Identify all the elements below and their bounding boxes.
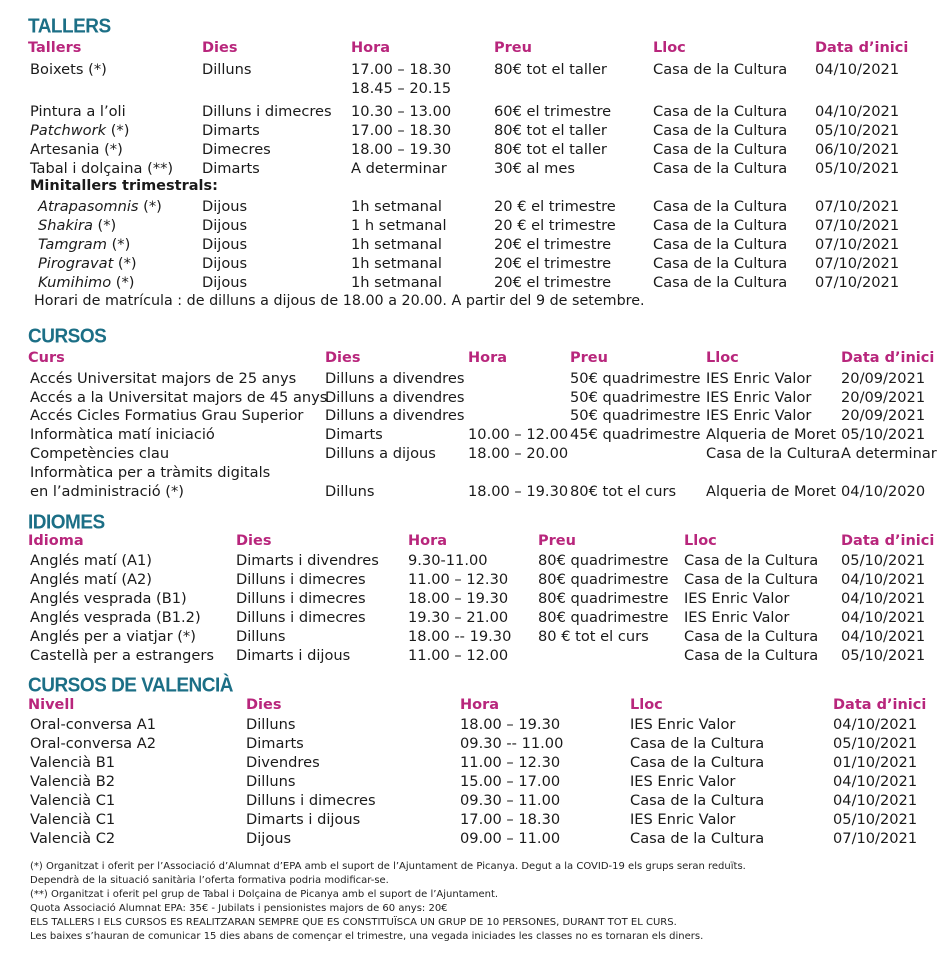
row-data: 05/10/2021 xyxy=(833,811,918,828)
row-name-italic: Kumihimo xyxy=(38,274,112,291)
row-dies: Dilluns a divendres xyxy=(325,370,465,387)
row-data: 07/10/2021 xyxy=(815,198,900,215)
row-dies: Dimarts xyxy=(325,426,383,443)
row-dies: Dijous xyxy=(202,274,248,291)
table-row xyxy=(0,102,950,121)
row-name: Valencià C2 xyxy=(30,830,116,847)
table-row xyxy=(0,463,950,500)
table-row xyxy=(0,589,950,608)
row-data: 06/10/2021 xyxy=(815,141,900,158)
row-data: 05/10/2021 xyxy=(841,647,926,664)
table-row xyxy=(0,444,950,463)
table-row xyxy=(0,121,950,140)
footnote-grup-minim: ELS TALLERS I ELS CURSOS ES REALITZARAN SEMPRE QUE ES CONSTITUÏSCA UN GRUP DE 10 PERSONES, DURANT TOT EL CURS. xyxy=(30,917,677,928)
row-name: Anglés matí (A1) xyxy=(30,552,153,569)
row-preu: 80€ tot el taller xyxy=(494,61,607,78)
row-dies: Dijous xyxy=(202,255,248,272)
row-lloc: Casa de la Cultura xyxy=(653,141,788,158)
row-lloc: Casa de la Cultura xyxy=(653,217,788,234)
table-row xyxy=(0,369,950,388)
row-lloc: Casa de la Cultura xyxy=(653,236,788,253)
row-hora: 17.00 – 18.30 xyxy=(351,122,452,139)
row-preu: 50€ quadrimestre xyxy=(570,407,701,424)
table-row xyxy=(0,60,950,97)
row-data: 04/10/2021 xyxy=(815,61,900,78)
table-row xyxy=(0,273,950,292)
row-name-suffix: (*) xyxy=(111,274,135,291)
row-data: 07/10/2021 xyxy=(815,274,900,291)
section-title-cursos: CURSOS xyxy=(28,325,107,348)
row-dies: Dimarts xyxy=(202,160,260,177)
row-name xyxy=(38,235,130,254)
table-row xyxy=(0,551,950,570)
tallers-col-header-data: Data d’inici xyxy=(815,40,909,56)
footnote-tabal-dolcaina: (**) Organitzat i oferit pel grup de Tabal i Dolçaina de Picanya amb el suport de l’Ajuntament. xyxy=(30,889,499,900)
section-title-valencia: CURSOS DE VALENCIÀ xyxy=(28,674,233,697)
row-name xyxy=(30,121,129,140)
row-name-italic: Patchwork xyxy=(30,122,107,139)
cursos-col-header-hora: Hora xyxy=(468,350,508,366)
row-name: Oral-conversa A2 xyxy=(30,735,157,752)
row-preu: 20 € el trimestre xyxy=(494,217,616,234)
table-row xyxy=(0,140,950,159)
row-preu: 80€ quadrimestre xyxy=(538,609,669,626)
row-dies: Dilluns xyxy=(246,716,296,733)
row-name xyxy=(38,273,134,292)
row-preu: 80€ tot el taller xyxy=(494,141,607,158)
valencia-col-header-data: Data d’inici xyxy=(833,697,927,713)
row-dies: Dijous xyxy=(202,236,248,253)
row-name: Castellà per a estrangers xyxy=(30,647,214,664)
table-row xyxy=(0,570,950,589)
table-row xyxy=(0,159,950,178)
cursos-col-header-data: Data d’inici xyxy=(841,350,935,366)
row-data: 04/10/2021 xyxy=(833,716,918,733)
row-dies: Dilluns a dijous xyxy=(325,445,436,462)
row-name: Valencià B2 xyxy=(30,773,116,790)
row-data: 04/10/2020 xyxy=(841,483,926,500)
row-hora: 9.30-11.00 xyxy=(408,552,488,569)
row-preu: 50€ quadrimestre xyxy=(570,370,701,387)
row-dies: Dilluns xyxy=(246,773,296,790)
row-preu: 20€ el trimestre xyxy=(494,274,612,291)
tallers-col-header-hora: Hora xyxy=(351,40,391,56)
row-name: Boixets (*) xyxy=(30,61,107,78)
row-hora: 18.00 – 19.30 xyxy=(351,141,452,158)
row-dies: Dilluns xyxy=(325,483,375,500)
row-preu: 80€ quadrimestre xyxy=(538,590,669,607)
row-data: 05/10/2021 xyxy=(841,552,926,569)
row-name: Accés a la Universitat majors de 45 anys xyxy=(30,389,328,406)
row-hora: 17.00 – 18.30 xyxy=(460,811,561,828)
row-preu: 45€ quadrimestre xyxy=(570,426,701,443)
row-name: Valencià C1 xyxy=(30,792,116,809)
row-data: A determinar xyxy=(841,445,937,462)
row-lloc: IES Enric Valor xyxy=(706,370,812,387)
idiomes-col-header-name: Idioma xyxy=(28,533,84,549)
row-dies: Dimecres xyxy=(202,141,271,158)
row-lloc: Casa de la Cultura xyxy=(653,274,788,291)
row-dies: Dilluns i dimecres xyxy=(202,103,332,120)
row-name: Competències clau xyxy=(30,445,170,462)
row-lloc: Casa de la Cultura xyxy=(653,160,788,177)
row-data: 20/09/2021 xyxy=(841,370,926,387)
row-preu: 80€ quadrimestre xyxy=(538,571,669,588)
row-preu: 80€ quadrimestre xyxy=(538,552,669,569)
row-preu: 60€ el trimestre xyxy=(494,103,612,120)
row-lloc: IES Enric Valor xyxy=(630,811,736,828)
row-hora: 1 h setmanal xyxy=(351,217,447,234)
row-hora: 10.00 – 12.00 xyxy=(468,426,569,443)
idiomes-col-header-lloc: Lloc xyxy=(684,533,717,549)
row-name: Accés Cicles Formatius Grau Superior xyxy=(30,407,304,424)
row-data: 05/10/2021 xyxy=(815,160,900,177)
minitallers-label: Minitallers trimestrals: xyxy=(30,178,218,194)
row-name xyxy=(38,197,162,216)
row-dies: Dijous xyxy=(202,198,248,215)
row-data: 05/10/2021 xyxy=(841,426,926,443)
row-dies: Dilluns i dimecres xyxy=(246,792,376,809)
row-data: 04/10/2021 xyxy=(833,792,918,809)
cursos-col-header-dies: Dies xyxy=(325,350,361,366)
row-hora: 1h setmanal xyxy=(351,236,442,253)
table-row xyxy=(0,791,950,810)
row-name: Informàtica matí iniciació xyxy=(30,426,215,443)
row-name: Anglés vesprada (B1.2) xyxy=(30,609,201,626)
row-hora: A determinar xyxy=(351,160,447,177)
row-hora: 09.30 -- 11.00 xyxy=(460,735,564,752)
table-row xyxy=(0,388,950,407)
row-name-second-line: en l’administració (*) xyxy=(30,483,184,500)
row-name-suffix: (*) xyxy=(92,217,117,234)
row-dies: Dimarts xyxy=(202,122,260,139)
row-lloc: Casa de la Cultura xyxy=(653,198,788,215)
row-dies: Dilluns xyxy=(236,628,286,645)
row-lloc: Casa de la Cultura xyxy=(653,122,788,139)
row-dies: Dilluns i dimecres xyxy=(236,609,366,626)
valencia-col-header-lloc: Lloc xyxy=(630,697,663,713)
row-lloc: Casa de la Cultura xyxy=(630,754,765,771)
row-hora: 09.30 – 11.00 xyxy=(460,792,561,809)
idiomes-col-header-hora: Hora xyxy=(408,533,448,549)
row-hora: 18.00 – 19.30 xyxy=(460,716,561,733)
row-lloc: Casa de la Cultura xyxy=(653,103,788,120)
row-lloc: Casa de la Cultura xyxy=(684,647,819,664)
table-row xyxy=(0,197,950,216)
row-lloc: Casa de la Cultura xyxy=(653,61,788,78)
row-data: 04/10/2021 xyxy=(841,628,926,645)
row-preu: 80€ tot el taller xyxy=(494,122,607,139)
table-row xyxy=(0,216,950,235)
row-data: 05/10/2021 xyxy=(815,122,900,139)
table-row xyxy=(0,254,950,273)
tallers-col-header-name: Tallers xyxy=(28,40,82,56)
row-hora: 18.00 – 19.30 xyxy=(408,590,509,607)
footnote-quota: Quota Associació Alumnat EPA: 35€ - Jubilats i pensionistes majors de 60 anys: 20€ xyxy=(30,903,448,914)
valencia-col-header-dies: Dies xyxy=(246,697,282,713)
idiomes-col-header-preu: Preu xyxy=(538,533,576,549)
table-row xyxy=(0,406,950,425)
table-row xyxy=(0,810,950,829)
tallers-col-header-preu: Preu xyxy=(494,40,532,56)
row-name: Valencià C1 xyxy=(30,811,116,828)
row-hora: 18.00 – 20.00 xyxy=(468,445,569,462)
row-lloc: IES Enric Valor xyxy=(684,609,790,626)
row-data: 07/10/2021 xyxy=(815,255,900,272)
table-row xyxy=(0,608,950,627)
row-name-suffix: (*) xyxy=(138,198,162,215)
row-name-suffix: (*) xyxy=(106,122,130,139)
row-name: Anglés matí (A2) xyxy=(30,571,153,588)
row-name xyxy=(38,216,116,235)
row-lloc: IES Enric Valor xyxy=(630,773,736,790)
row-lloc: Casa de la Cultura xyxy=(653,255,788,272)
row-dies: Dilluns a divendres xyxy=(325,407,465,424)
row-hora: 1h setmanal xyxy=(351,274,442,291)
row-hora: 09.00 – 11.00 xyxy=(460,830,561,847)
row-dies: Dimarts xyxy=(246,735,304,752)
row-hora: 10.30 – 13.00 xyxy=(351,103,452,120)
row-dies: Dimarts i divendres xyxy=(236,552,379,569)
table-row xyxy=(0,235,950,254)
row-lloc: Casa de la Cultura xyxy=(684,628,819,645)
row-preu: 80€ tot el curs xyxy=(570,483,677,500)
valencia-col-header-name: Nivell xyxy=(28,697,75,713)
row-name: Informàtica per a tràmits digitals xyxy=(30,464,271,481)
row-dies: Dimarts i dijous xyxy=(236,647,351,664)
row-hora: 19.30 – 21.00 xyxy=(408,609,509,626)
idiomes-col-header-dies: Dies xyxy=(236,533,272,549)
table-row xyxy=(0,425,950,444)
row-name-suffix: (*) xyxy=(106,236,131,253)
row-hora: 11.00 – 12.00 xyxy=(408,647,509,664)
row-dies: Dilluns i dimecres xyxy=(236,571,366,588)
row-dies: Dijous xyxy=(202,217,248,234)
row-hora: 11.00 – 12.30 xyxy=(460,754,561,771)
row-dies: Dimarts i dijous xyxy=(246,811,361,828)
row-name: Artesania (*) xyxy=(30,141,123,158)
row-name-italic: Tamgram xyxy=(38,236,107,253)
row-dies: Dilluns i dimecres xyxy=(236,590,366,607)
row-data: 07/10/2021 xyxy=(815,236,900,253)
row-data: 20/09/2021 xyxy=(841,389,926,406)
row-data: 04/10/2021 xyxy=(815,103,900,120)
row-lloc: IES Enric Valor xyxy=(706,389,812,406)
row-name: Valencià B1 xyxy=(30,754,116,771)
row-name: Pintura a l’oli xyxy=(30,103,126,120)
row-data: 04/10/2021 xyxy=(841,571,926,588)
footnote-situacio-sanitaria: Dependrà de la situació sanitària l’oferta formativa podria modificar-se. xyxy=(30,875,389,886)
row-name: Accés Universitat majors de 25 anys xyxy=(30,370,297,387)
row-hora: 1h setmanal xyxy=(351,255,442,272)
row-lloc: Casa de la Cultura xyxy=(684,571,819,588)
row-data: 05/10/2021 xyxy=(833,735,918,752)
row-preu: 20€ el trimestre xyxy=(494,255,612,272)
section-title-tallers: TALLERS xyxy=(28,15,111,38)
row-hora: 17.00 – 18.30 xyxy=(351,61,452,78)
cursos-col-header-lloc: Lloc xyxy=(706,350,739,366)
valencia-col-header-hora: Hora xyxy=(460,697,500,713)
row-preu: 20 € el trimestre xyxy=(494,198,616,215)
footnote-associacio: (*) Organitzat i oferit per l’Associació d’Alumnat d’EPA amb el suport de l’Ajuntament de Picanya. Degut a la COVID-19 els grups seran reduïts. xyxy=(30,861,746,872)
row-data: 04/10/2021 xyxy=(841,590,926,607)
table-row xyxy=(0,646,950,665)
row-name-italic: Atrapasomnis xyxy=(38,198,139,215)
row-lloc: IES Enric Valor xyxy=(706,407,812,424)
row-hora: 18.00 -- 19.30 xyxy=(408,628,512,645)
row-preu: 50€ quadrimestre xyxy=(570,389,701,406)
row-lloc: Casa de la Cultura xyxy=(706,445,841,462)
row-hora-second: 18.45 – 20.15 xyxy=(351,80,452,97)
row-dies: Dilluns a divendres xyxy=(325,389,465,406)
row-data: 04/10/2021 xyxy=(841,609,926,626)
horari-matricula-note: Horari de matrícula : de dilluns a dijous de 18.00 a 20.00. A partir del 9 de setembre. xyxy=(34,293,645,309)
row-hora: 1h setmanal xyxy=(351,198,442,215)
row-name: Anglés vesprada (B1) xyxy=(30,590,187,607)
cursos-col-header-name: Curs xyxy=(28,350,65,366)
row-lloc: IES Enric Valor xyxy=(630,716,736,733)
table-row xyxy=(0,753,950,772)
footnote-baixes: Les baixes s’hauran de comunicar 15 dies abans de començar el trimestre, una vegada iniciades les classes no es tornaran els diners. xyxy=(30,931,704,942)
section-title-idiomes: IDIOMES xyxy=(28,511,105,534)
row-preu: 30€ al mes xyxy=(494,160,575,177)
table-row xyxy=(0,829,950,848)
row-hora: 18.00 – 19.30 xyxy=(468,483,569,500)
row-data: 07/10/2021 xyxy=(833,830,918,847)
row-data: 20/09/2021 xyxy=(841,407,926,424)
cursos-col-header-preu: Preu xyxy=(570,350,608,366)
row-data: 01/10/2021 xyxy=(833,754,918,771)
row-hora: 15.00 – 17.00 xyxy=(460,773,561,790)
row-name-italic: Shakira xyxy=(38,217,93,234)
row-dies: Divendres xyxy=(246,754,320,771)
row-dies: Dilluns xyxy=(202,61,252,78)
idiomes-col-header-data: Data d’inici xyxy=(841,533,935,549)
table-row xyxy=(0,715,950,734)
tallers-col-header-dies: Dies xyxy=(202,40,238,56)
row-name: Oral-conversa A1 xyxy=(30,716,157,733)
row-data: 04/10/2021 xyxy=(833,773,918,790)
row-name: Tabal i dolçaina (**) xyxy=(30,160,174,177)
tallers-col-header-lloc: Lloc xyxy=(653,40,686,56)
row-lloc: Casa de la Cultura xyxy=(630,792,765,809)
row-hora: 11.00 – 12.30 xyxy=(408,571,509,588)
row-lloc: Casa de la Cultura xyxy=(630,735,765,752)
row-name-italic: Pirogravat xyxy=(38,255,114,272)
row-lloc: IES Enric Valor xyxy=(684,590,790,607)
row-data: 07/10/2021 xyxy=(815,217,900,234)
row-lloc: Alqueria de Moret xyxy=(706,483,836,500)
row-name: Anglés per a viatjar (*) xyxy=(30,628,196,645)
row-lloc: Casa de la Cultura xyxy=(630,830,765,847)
row-preu: 80 € tot el curs xyxy=(538,628,649,645)
row-name xyxy=(38,254,137,273)
row-name-suffix: (*) xyxy=(113,255,137,272)
row-lloc: Casa de la Cultura xyxy=(684,552,819,569)
row-lloc: Alqueria de Moret xyxy=(706,426,836,443)
table-row xyxy=(0,734,950,753)
table-row xyxy=(0,627,950,646)
table-row xyxy=(0,772,950,791)
row-preu: 20€ el trimestre xyxy=(494,236,612,253)
row-dies: Dijous xyxy=(246,830,292,847)
